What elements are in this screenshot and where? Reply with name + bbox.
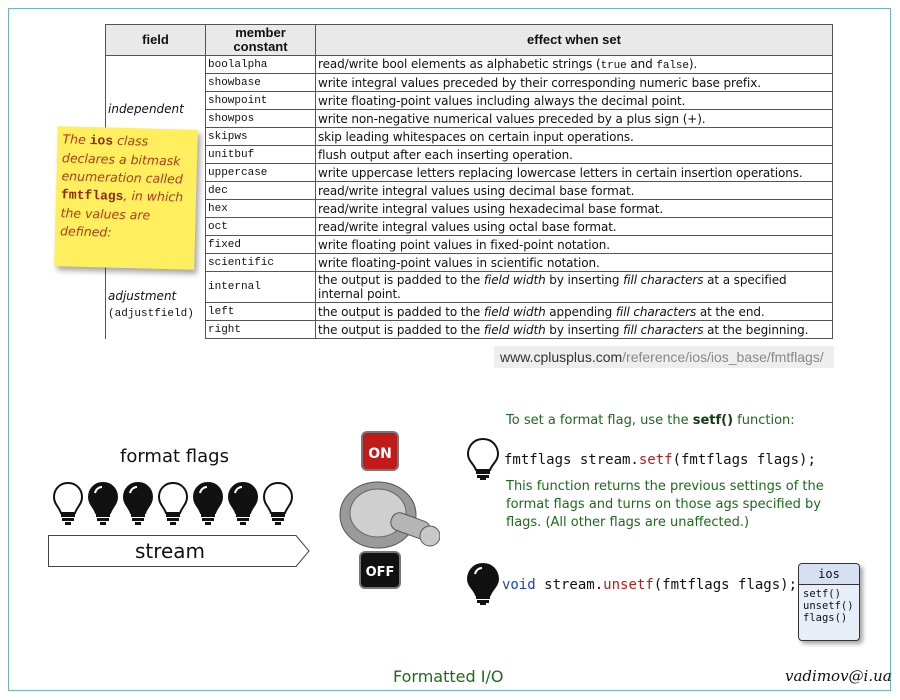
effect-text: write floating-point values in scientific notation.: [316, 254, 833, 272]
effect-text: the output is padded to the field width appending fill characters at the end.: [316, 303, 833, 321]
member-constant: oct: [206, 218, 316, 236]
group-adjustfield: (adjustfield): [108, 307, 194, 320]
lightbulb-on-icon: [124, 483, 152, 525]
table-row: [106, 128, 833, 146]
method-item: flags(): [803, 612, 848, 624]
table-row: [106, 56, 833, 74]
table-row: [106, 254, 833, 272]
method-item: unsetf(): [803, 600, 854, 612]
lightbulb-off-icon: [264, 483, 292, 525]
header-member-constant: member constant: [206, 25, 316, 56]
switch-on-label: ON: [368, 446, 392, 462]
ios-class-box: [798, 563, 860, 641]
member-constant: uppercase: [206, 164, 316, 182]
member-constant: showpoint: [206, 92, 316, 110]
table-row: [106, 146, 833, 164]
table-row: [106, 272, 833, 303]
effect-text: the output is padded to the field width by inserting fill characters at a specified internal point.: [316, 272, 833, 303]
header-effect: effect when set: [316, 25, 833, 56]
table-row: [106, 200, 833, 218]
setf-intro: To set a format flag, use the setf() function:: [506, 413, 795, 428]
effect-text: write non-negative numerical values preceded by a plus sign (+).: [316, 110, 833, 128]
member-constant: unitbuf: [206, 146, 316, 164]
effect-text: write floating-point values including always the decimal point.: [316, 92, 833, 110]
setf-description: This function returns the previous settings of the format flags and turns on those ags specified by flags. (All other flags are unaffected.): [506, 479, 824, 530]
effect-text: write floating point values in fixed-point notation.: [316, 236, 833, 254]
lightbulb-on-icon: [466, 562, 500, 606]
url-domain: www.cplusplus.com: [500, 349, 623, 365]
fmtflags-table: [105, 24, 833, 339]
member-constant: skipws: [206, 128, 316, 146]
member-constant: right: [206, 321, 316, 339]
stream-label: stream: [134, 539, 206, 563]
member-constant: fixed: [206, 236, 316, 254]
group-adjustment: adjustment: [108, 288, 177, 303]
effect-text: write integral values preceded by their corresponding numeric base prefix.: [316, 74, 833, 92]
switch-lever-tip: [420, 526, 440, 546]
sticky-note: The ios class declares a bitmask enumeration called fmtflags, in which the values are defined:: [54, 126, 198, 270]
ios-class-title: ios: [799, 564, 859, 585]
effect-text: read/write integral values using decimal base format.: [316, 182, 833, 200]
lightbulb-on-icon: [229, 483, 257, 525]
group-independent: independent: [108, 102, 184, 116]
unsetf-signature: void stream.unsetf(fmtflags flags);: [502, 577, 798, 593]
effect-text: read/write integral values using octal base format.: [316, 218, 833, 236]
header-field: field: [106, 25, 206, 56]
switch-off-label: OFF: [365, 565, 395, 580]
lightbulb-on-icon: [89, 483, 117, 525]
effect-text: flush output after each inserting operation.: [316, 146, 833, 164]
effect-text: skip leading whitespaces on certain input operations.: [316, 128, 833, 146]
member-constant: showbase: [206, 74, 316, 92]
effect-text: read/write bool elements as alphabetic strings (true and false).: [316, 56, 833, 74]
lightbulb-off-icon: [466, 437, 500, 481]
effect-text: write uppercase letters replacing lowercase letters in certain insertion operations.: [316, 164, 833, 182]
table-row: [106, 303, 833, 321]
member-constant: showpos: [206, 110, 316, 128]
table-row: [106, 218, 833, 236]
slide-footer-title: Formatted I/O: [393, 667, 504, 686]
ios-class-methods: [799, 585, 859, 627]
member-constant: scientific: [206, 254, 316, 272]
member-constant: boolalpha: [206, 56, 316, 74]
group-adjustment-cell: [106, 272, 206, 339]
method-item: setf(): [803, 588, 841, 600]
member-constant: dec: [206, 182, 316, 200]
format-flags-title: format flags: [120, 446, 229, 467]
effect-text: read/write integral values using hexadecimal base format.: [316, 200, 833, 218]
table-row: [106, 74, 833, 92]
source-url[interactable]: [494, 346, 834, 368]
effect-text: the output is padded to the field width by inserting fill characters at the beginning.: [316, 321, 833, 339]
member-constant: hex: [206, 200, 316, 218]
table-row: [106, 236, 833, 254]
member-constant: left: [206, 303, 316, 321]
table-header-row: [106, 25, 833, 56]
table-row: [106, 110, 833, 128]
format-flag-bulbs: [52, 480, 302, 530]
lightbulb-off-icon: [54, 483, 82, 525]
table-row: [106, 182, 833, 200]
author-email[interactable]: vadimov@i.ua: [785, 667, 892, 685]
table-row: [106, 321, 833, 339]
table-row: [106, 164, 833, 182]
toggle-switch-image: [330, 428, 440, 593]
setf-signature: fmtflags stream.setf(fmtflags flags);: [504, 452, 816, 468]
lightbulb-on-icon: [194, 483, 222, 525]
url-path: /reference/ios/ios_base/fmtflags/: [622, 349, 824, 365]
member-constant: internal: [206, 272, 316, 303]
stream-banner: [48, 535, 310, 567]
lightbulb-off-icon: [159, 483, 187, 525]
table-row: [106, 92, 833, 110]
